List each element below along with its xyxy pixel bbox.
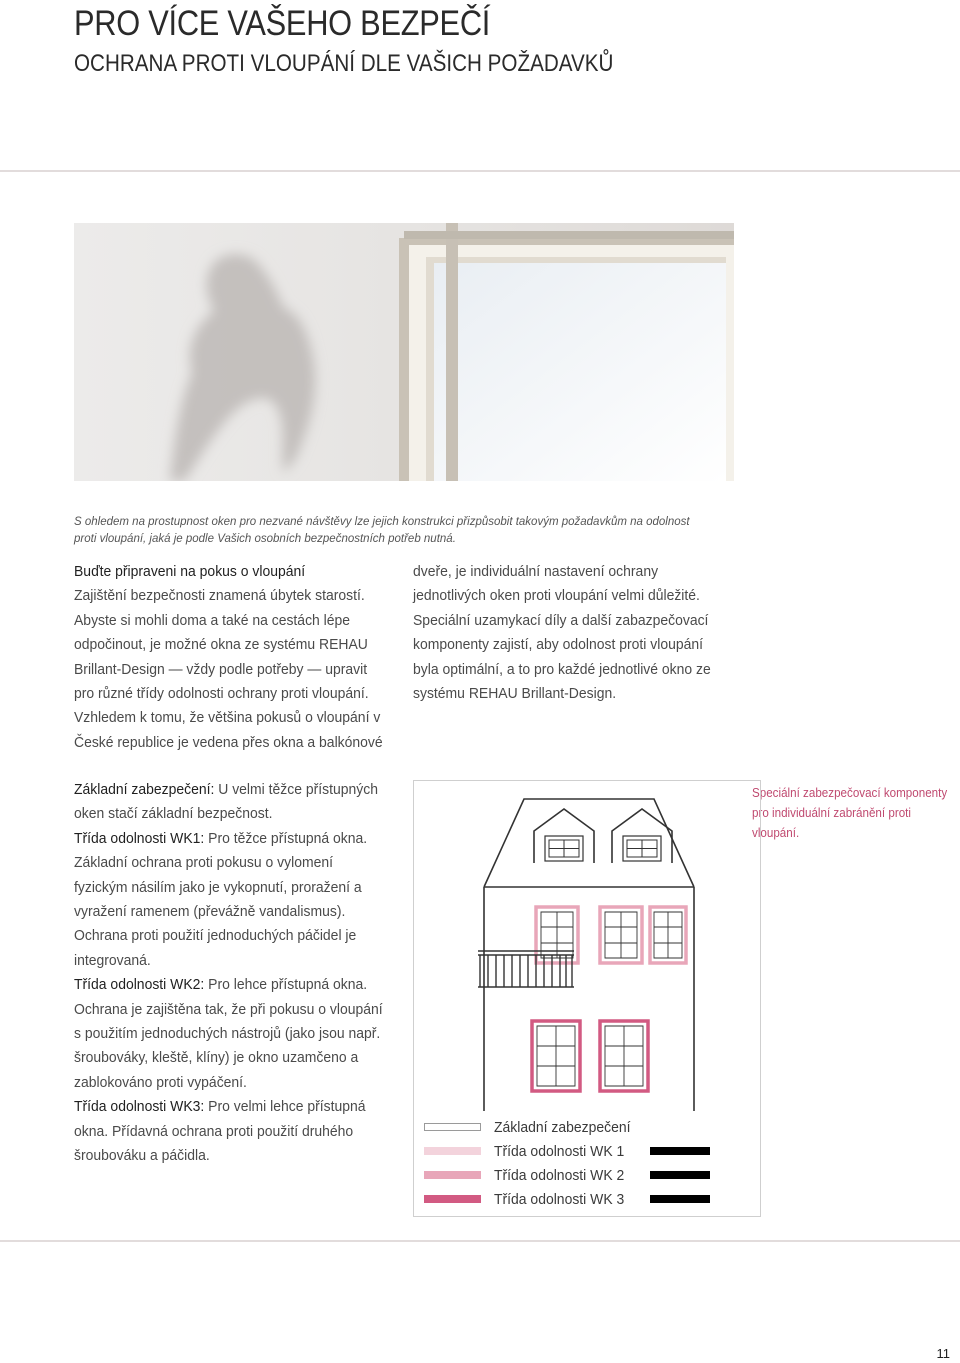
side-note: Speciální zabezpečovací komponenty pro individuální zabránění proti vloupání. (752, 786, 948, 840)
window (399, 223, 734, 481)
class-wk1-title: Třída odolnosti WK1: (74, 829, 205, 847)
legend-label-wk2: Třída odolnosti WK 2 (494, 1166, 625, 1184)
page-number: 11 (936, 1346, 950, 1361)
legend-wk1 (424, 1141, 634, 1161)
header-divider (0, 170, 960, 172)
legend-swatch-basic (424, 1123, 481, 1131)
page-subtitle: OCHRANA PROTI VLOUPÁNÍ DLE VAŠICH POŽADAVKŮ (74, 50, 614, 77)
legend-label-wk3: Třída odolnosti WK 3 (494, 1190, 625, 1208)
intro-left-column (74, 560, 386, 755)
intro-right-column (413, 560, 729, 706)
class-wk3-title: Třída odolnosti WK3: (74, 1098, 205, 1116)
intro-heading: Buďte připraveni na pokus o vloupání (74, 563, 306, 580)
house-diagram (413, 780, 761, 1217)
page-title: PRO VÍCE VAŠEHO BEZPEČÍ (74, 4, 491, 43)
photo-caption: S ohledem na prostupnost oken pro nezvané návštěvy lze jejich konstrukci přizpůsobit takovým požadavkům na odolnost proti vloupání, jaká je podle Vašich osobních bezpečnostních potřeb nutná. (74, 516, 690, 545)
legend-marker-wk3 (650, 1195, 710, 1203)
class-wk2-title: Třída odolnosti WK2: (74, 976, 205, 994)
balcony (478, 951, 574, 987)
class-basic-text: U velmi těžce přístupných oken stačí základní bezpečnost. (74, 781, 378, 823)
legend-basic (424, 1117, 641, 1137)
legend-swatch-wk2 (424, 1171, 481, 1179)
resistance-classes (74, 778, 388, 1169)
legend-label-wk1: Třída odolnosti WK 1 (494, 1142, 625, 1160)
class-basic-title: Základní zabezpečení: (74, 781, 215, 798)
intro-body-right: dveře, je individuální nastavení ochrany jednotlivých oken proti vloupání velmi důležité. Speciální uzamykací díly a další zabazpečovací komponenty zajistí, aby odolnost proti vloupání byla optimální, a to pro každé jednotlivé okno ze systému REHAU Brillant-Design. (413, 563, 711, 703)
class-wk1-text: Pro těžce přístupná okna. Základní ochrana proti pokusu o vylomení fyzickým násilím jako je vykopnutí, proražení a vyražení ramenem (převážně vandalismus). Ochrana proti použití jednoduchých páčidel je integrovaná. (74, 829, 368, 969)
class-wk3-text: Pro velmi lehce přístupná okna. Přídavná ochrana proti použití druhého šroubováku a páčidla. (74, 1098, 366, 1165)
ground-windows (532, 1021, 648, 1091)
window-shadow-photo (74, 223, 734, 481)
roof-outline (484, 799, 694, 887)
legend-marker-wk1 (650, 1147, 710, 1155)
intro-lead: Zajištění bezpečnosti znamená úbytek starostí. (74, 587, 365, 605)
legend-swatch-wk3 (424, 1195, 481, 1203)
intro-body-left: Abyste si mohli doma a také na cestách lépe odpočinout, je možné okna ze systému REHAU Brillant-Design — vždy podle potřeby — upravit pro různé třídy odolnosti ochrany proti vloupání. Vzhledem k tomu, že většina pokusů o vloupání v České republice je vedena přes okna a balkónové (74, 611, 383, 751)
legend-swatch-wk1 (424, 1147, 481, 1155)
class-wk2-text: Pro lehce přístupná okna. Ochrana je zajištěna tak, že při pokusu o vloupání s použitím jednoduchých nástrojů (jako jsou např. šroubováky, kleště, klíny) je okno uzamčeno a zablokováno proti vypáčení. (74, 976, 383, 1091)
legend-label-basic: Základní zabezpečení (494, 1118, 631, 1136)
legend-wk3 (424, 1189, 634, 1209)
legend-wk2 (424, 1165, 634, 1185)
legend-marker-wk2 (650, 1171, 710, 1179)
footer-divider (0, 1240, 960, 1242)
